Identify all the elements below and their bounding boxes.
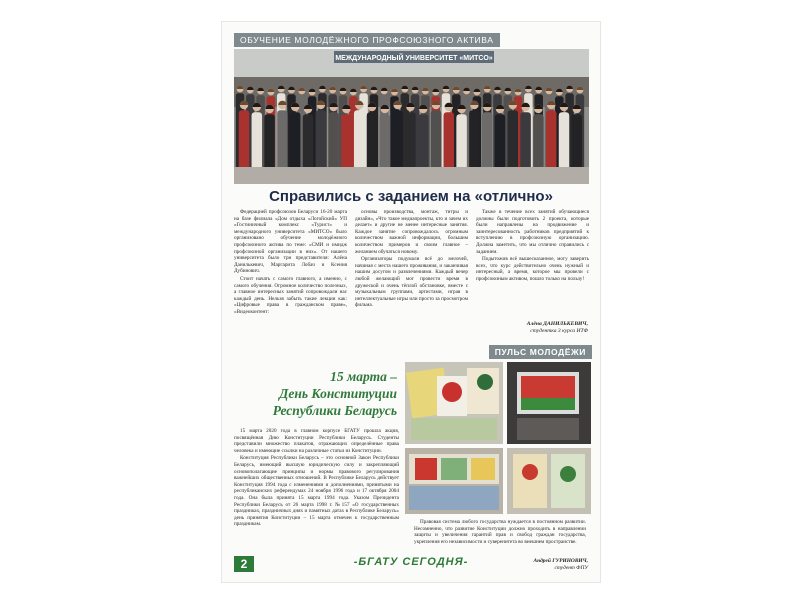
poster-photo-2 [405,448,503,514]
article-column-3 [476,209,589,331]
headline-line: Республики Беларусь [272,403,397,418]
author-name: Андрей ГУРИНОВИЧ, [533,558,588,564]
newspaper-title: -БГАТУ СЕГОДНЯ- [353,556,469,568]
author-role: студент ФПУ [554,564,588,571]
poster-photo-3 [507,448,591,514]
poster-photo-1 [405,362,503,444]
page-number: 2 [234,556,254,572]
section-label-pulse: ПУЛЬС МОЛОДЁЖИ [489,345,592,359]
article-body [234,209,589,331]
paragraph: Федерацией профсоюзов Беларуси 16-20 марта на базе филиала «Дом отдыха «Логойский» УП «Гостиничный комплекс «Турист» и международного университета «МИТСО» было организовано обучение молодёжного профсоюзного актива по теме: «СМИ и имидж профсоюзной организации в них». От нашего университета было три представителя: Алёна Данилькевич, Маргарита Лобач и Ксения Дубинович. [234,209,347,275]
paragraph: Подытожив всё вышесказанное, могу заверить всех, что курс действительно очень нужный и интересный, а время, которое мы провели с профсоюзным активом, пошло только на пользу! [476,256,589,282]
paragraph: Организаторы подумали всё до мелочей, начиная с места нашего проживания, и заканчивая нашим досугом и развлечениями. Каждый вечер любой желающий мог провести время в дружеской и очень тёплой обстановке, вместе с музыкальным группами, артистами, играя в интеллектуальные игры или просто за просмотром фильма. [355,256,468,309]
photo-gallery [405,362,591,514]
newspaper-page [222,22,600,582]
group-photo [234,49,589,184]
paragraph: Правовая система любого государства нуждается в постоянном развитии. Несомненно, что развитие Конституции должно проходить в направлении защиты и увеличения гарантий прав и свобод граждан государства, укрепления его независимости и суверенитета во внешнем пространстве. [414,519,586,545]
headline-line: 15 марта – [330,369,397,384]
article-column-2 [355,209,468,331]
article-signature [468,321,588,335]
article-headline: Справились с заданием на «отлично» [269,188,553,205]
author-role: студентка 3 курса ИТФ [530,328,588,334]
author-name: Алёна ДАНИЛЬКЕВИЧ, [526,321,588,327]
photo-banner-text: МЕЖДУНАРОДНЫЙ УНИВЕРСИТЕТ «МИТСО» [335,55,493,62]
constitution-closing [414,519,586,555]
paragraph: Конституция Республики Беларусь – это основной Закон Республики Беларусь, имеющий высшую юридическую силу и закрепляющий основополагающие принципы и нормы правового регулирования важнейших общественных отношений. В Республике Беларусь действует Конституция 1994 года с изменениями и дополнениями, принятыми на республиканских референдумах 24 ноября 1996 года и 17 октября 2004 года. Она была принята 15 марта 1994 года. Указом Президента Республики Беларусь от 26 марта 1998 г. №157 «О государственных праздниках, праздничных днях и памятных датах в Республике Беларусь» день принятия Конституции – 15 марта отмечен к государственным праздникам. [234,455,399,528]
headline-line: День Конституции [279,386,397,401]
paragraph: основы производства, монтаж, титры и дизайн», «Что такое медиапроекты, кто и зачем их делает» и другие не менее интересные занятия. Каждое занятие сопровождалось огромным количеством важной информации, большим количеством примеров и своим главное – желанием обучаться новому. [355,209,468,255]
paragraph: 15 марта 2020 года в главном корпусе БГАТУ прошла акция, посвящённая Дню Конституции Республики Беларусь. Студенты представили множество плакатов, отражающих определённые права человека и имеющие ссылки на различные статьи из Конституции. [234,428,399,454]
screen-photo [507,362,591,444]
paragraph: Стоит начать с самого главного, а именно, с самого обучения. Огромное количество полезных, а главное интересных занятий сопровождали нас каждый день. Нельзя забыть такие лекции как: «Цифровые права в гражданском праве», «Видеоконтент: [234,275,347,315]
constitution-headline [232,368,397,419]
section-label-training: ОБУЧЕНИЕ МОЛОДЁЖНОГО ПРОФСОЮЗНОГО АКТИВА [234,33,500,47]
article-column-1 [234,209,347,331]
paragraph: Также в течение всех занятий обучающиеся должны были подготовить 2 проекта, которые были направлены на продвижение и заинтересованность работников предприятий к вступлению в профсоюзную организацию. Должна заметить, что мы отлично справились с заданием. [476,209,589,255]
